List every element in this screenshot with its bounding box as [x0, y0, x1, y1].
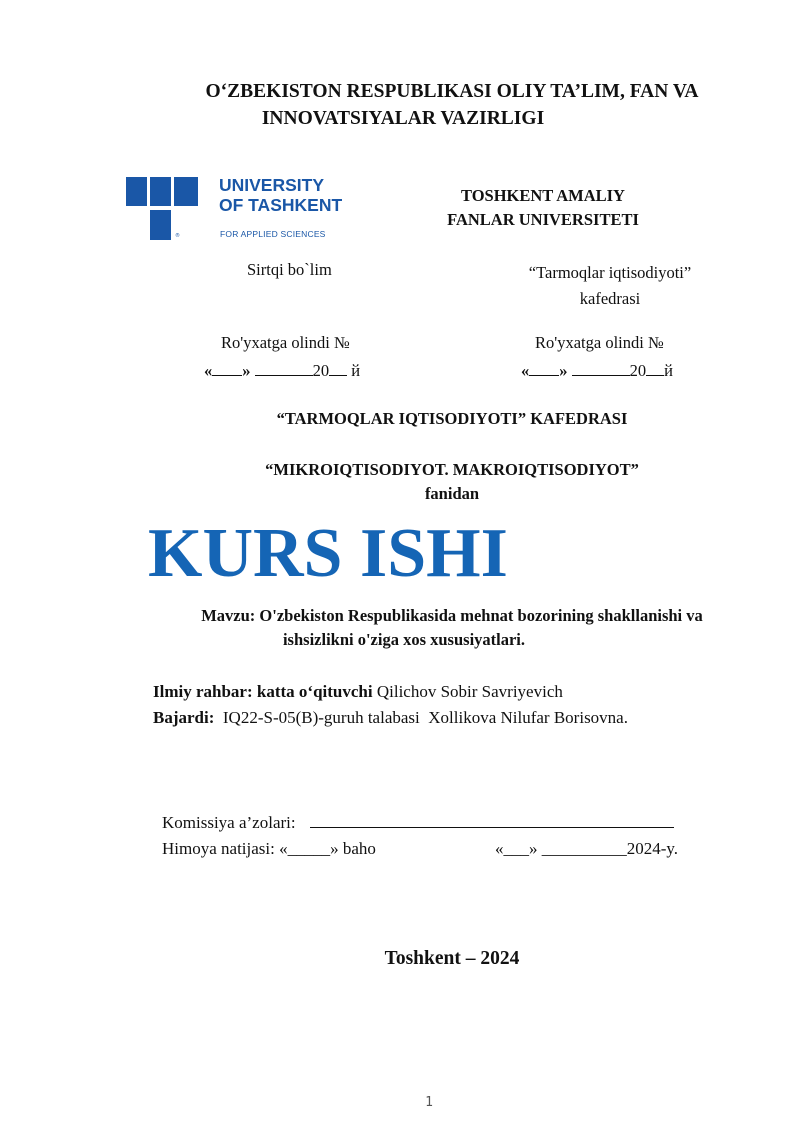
blank-line	[572, 375, 630, 376]
blank-line	[212, 375, 242, 376]
defense-result-line	[162, 839, 376, 859]
subject-heading: “MIKROIQTISODIYOT. MAKROIQTISODIYOT”	[265, 460, 639, 479]
blank-line	[646, 375, 664, 376]
blank-line	[255, 375, 313, 376]
defense-date: «___» __________2024-y.	[495, 839, 679, 858]
blank-line	[329, 375, 347, 376]
university-line-2: FANLAR UNIVERSITETI	[447, 210, 639, 229]
department-right-line-2: kafedrasi	[579, 289, 641, 308]
student-label: Bajardi:	[153, 708, 215, 727]
department-left: Sirtqi bo`lim	[247, 260, 332, 279]
blank-line	[529, 375, 559, 376]
student-line	[153, 708, 628, 728]
supervisor-line	[153, 682, 563, 702]
subject-suffix: fanidan	[424, 484, 480, 503]
commission-label: Komissiya a’zolari:	[162, 813, 296, 832]
registration-left-label: Ro'yxatga olindi №	[221, 333, 350, 352]
ministry-line-1: O‘ZBEKISTON RESPUBLIKASI OLIY TA’LIM, FAN VA	[205, 81, 699, 102]
logo-text-line-1: UNIVERSITY	[219, 175, 325, 195]
topic	[150, 604, 754, 652]
logo-text-line-2: OF TASHKENT	[219, 195, 343, 215]
supervisor-name: Qilichov Sobir Savriyevich	[372, 682, 563, 701]
registration-right-date: « » 20 й	[521, 361, 673, 380]
document-title: KURS ISHI	[148, 515, 508, 592]
defense-result-label: Himoya natijasi: «_____» baho	[162, 839, 376, 858]
university-logo: ® UNIVERSITY OF TASHKENT FOR APPLIED SCIENCES	[126, 176, 336, 240]
student-value: IQ22-S-05(B)-guruh talabasi Xollikova Nilufar Borisovna.	[214, 708, 628, 727]
logo-text-line-3: FOR APPLIED SCIENCES	[220, 229, 326, 239]
topic-line-1: Mavzu: O'zbekiston Respublikasida mehnat bozorining shakllanishi va	[201, 606, 703, 625]
page-number: 1	[425, 1095, 433, 1110]
ministry-heading	[0, 78, 800, 132]
registration-right-label: Ro'yxatga olindi №	[535, 333, 664, 352]
department-right-line-1: “Tarmoqlar iqtisodiyoti”	[528, 263, 692, 282]
university-line-1: TOSHKENT AMALIY	[461, 186, 625, 205]
city-year: Toshkent – 2024	[384, 948, 520, 969]
university-name	[400, 184, 686, 232]
kafedra-heading: “TARMOQLAR IQTISODIYOTI” KAFEDRASI	[276, 409, 628, 428]
supervisor-label: Ilmiy rahbar: katta o‘qituvchi	[153, 682, 373, 701]
commission-blank-line	[310, 827, 674, 828]
commission-line	[162, 813, 674, 833]
registration-left-date: « » 20 й	[204, 361, 361, 380]
ministry-line-2: INNOVATSIYALAR VAZIRLIGI	[261, 108, 545, 129]
topic-line-2: ishsizlikni o'ziga xos xususiyatlari.	[282, 630, 526, 649]
department-right	[504, 260, 716, 312]
